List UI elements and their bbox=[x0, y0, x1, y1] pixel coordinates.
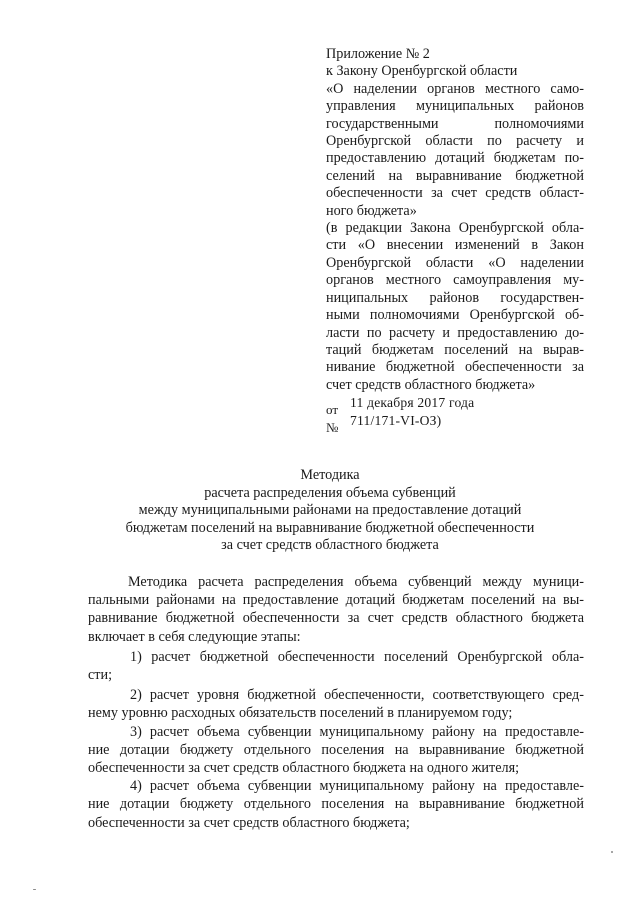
step-line: 3) расчет объема субвенции муниципальному району на предоставле- bbox=[130, 723, 584, 740]
law-number bbox=[326, 412, 584, 435]
appendix-line: государственными полномочиями bbox=[326, 115, 584, 132]
law-date bbox=[326, 394, 584, 418]
intro-paragraph bbox=[88, 573, 584, 646]
law-date-value: 11 декабря 2017 года bbox=[350, 395, 475, 411]
appendix-line: ными полномочиями Оренбургской об- bbox=[326, 307, 584, 324]
appendix-line: (в редакции Закона Оренбургской обла- bbox=[326, 220, 584, 237]
step-line: 4) расчет объема субвенции муниципальному району на предоставле- bbox=[130, 778, 584, 795]
appendix-line: Оренбургской области «О наделении bbox=[326, 254, 584, 271]
step-line: нему уровню расходных обязательств поселений в планируемом году; bbox=[88, 705, 513, 722]
step-line: ние дотации бюджету отдельного поселения на выравнивание бюджетной bbox=[88, 796, 584, 813]
appendix-line: предоставлению дотаций бюджетам по- bbox=[326, 150, 584, 167]
law-number-value: 711/171-VI-ОЗ) bbox=[350, 412, 442, 428]
paragraph-line: равнивание бюджетной обеспеченности за счет средств областного бюджета bbox=[88, 610, 584, 627]
appendix-line: Оренбургской области по расчету и bbox=[326, 133, 584, 150]
step-line: 1) расчет бюджетной обеспеченности поселений Оренбургской обла- bbox=[130, 648, 584, 665]
paragraph-line: Методика расчета распределения объема субвенций между муници- bbox=[128, 574, 584, 590]
appendix-line: «О наделении органов местного само- bbox=[326, 80, 584, 97]
appendix-line: органов местного самоуправления му- bbox=[326, 272, 584, 289]
paragraph-line: пальными районами на предоставление дотаций бюджетам поселений на вы- bbox=[88, 592, 584, 609]
title-line: за счет средств областного бюджета bbox=[221, 537, 439, 554]
methodology-title bbox=[80, 467, 580, 555]
appendix-header bbox=[326, 46, 584, 435]
appendix-line: ниципальных районов государствен- bbox=[326, 289, 584, 306]
title-line: между муниципальными районами на предоставление дотаций bbox=[138, 502, 522, 519]
step-1 bbox=[88, 648, 584, 684]
law-number-label: № bbox=[326, 419, 339, 435]
title-heading: Методика bbox=[300, 467, 360, 483]
title-line: расчета распределения объема субвенций bbox=[204, 484, 456, 501]
step-line: обеспеченности за счет средств областного бюджета; bbox=[88, 814, 410, 831]
appendix-line: нивание бюджетной обеспеченности за bbox=[326, 359, 584, 376]
title-line: бюджетам поселений на выравнивание бюджетной обеспеченности bbox=[125, 519, 535, 536]
step-line: обеспеченности за счет средств областного бюджета на одного жителя; bbox=[88, 760, 520, 777]
appendix-line: обеспеченности за счет средств област- bbox=[326, 185, 584, 202]
step-line: 2) расчет уровня бюджетной обеспеченности, соответствующего сред- bbox=[130, 687, 584, 704]
appendix-line: таций бюджетам поселений на вырав- bbox=[326, 341, 584, 358]
appendix-line: сти «О внесении изменений в Закон bbox=[326, 237, 584, 254]
step-2 bbox=[88, 686, 584, 722]
paragraph-line: включает в себя следующие этапы: bbox=[88, 628, 301, 645]
step-line: сти; bbox=[88, 667, 113, 684]
step-4 bbox=[88, 777, 584, 832]
methodology-body bbox=[88, 573, 584, 832]
law-date-label: от bbox=[326, 402, 339, 418]
scan-speck bbox=[33, 889, 36, 890]
step-line: ние дотации бюджету отдельного поселения на выравнивание бюджетной bbox=[88, 741, 584, 758]
scan-speck bbox=[611, 851, 613, 853]
appendix-line: селений на выравнивание бюджетной bbox=[326, 167, 584, 184]
appendix-line: управления муниципальных районов bbox=[326, 98, 584, 115]
appendix-line: к Закону Оренбургской области bbox=[326, 63, 518, 80]
step-3 bbox=[88, 723, 584, 778]
appendix-line: ного бюджета» bbox=[326, 202, 417, 219]
appendix-line: ласти по расчету и предоставлению до- bbox=[326, 324, 584, 341]
appendix-line: счет средств областного бюджета» bbox=[326, 376, 536, 393]
appendix-title: Приложение № 2 bbox=[326, 46, 430, 62]
